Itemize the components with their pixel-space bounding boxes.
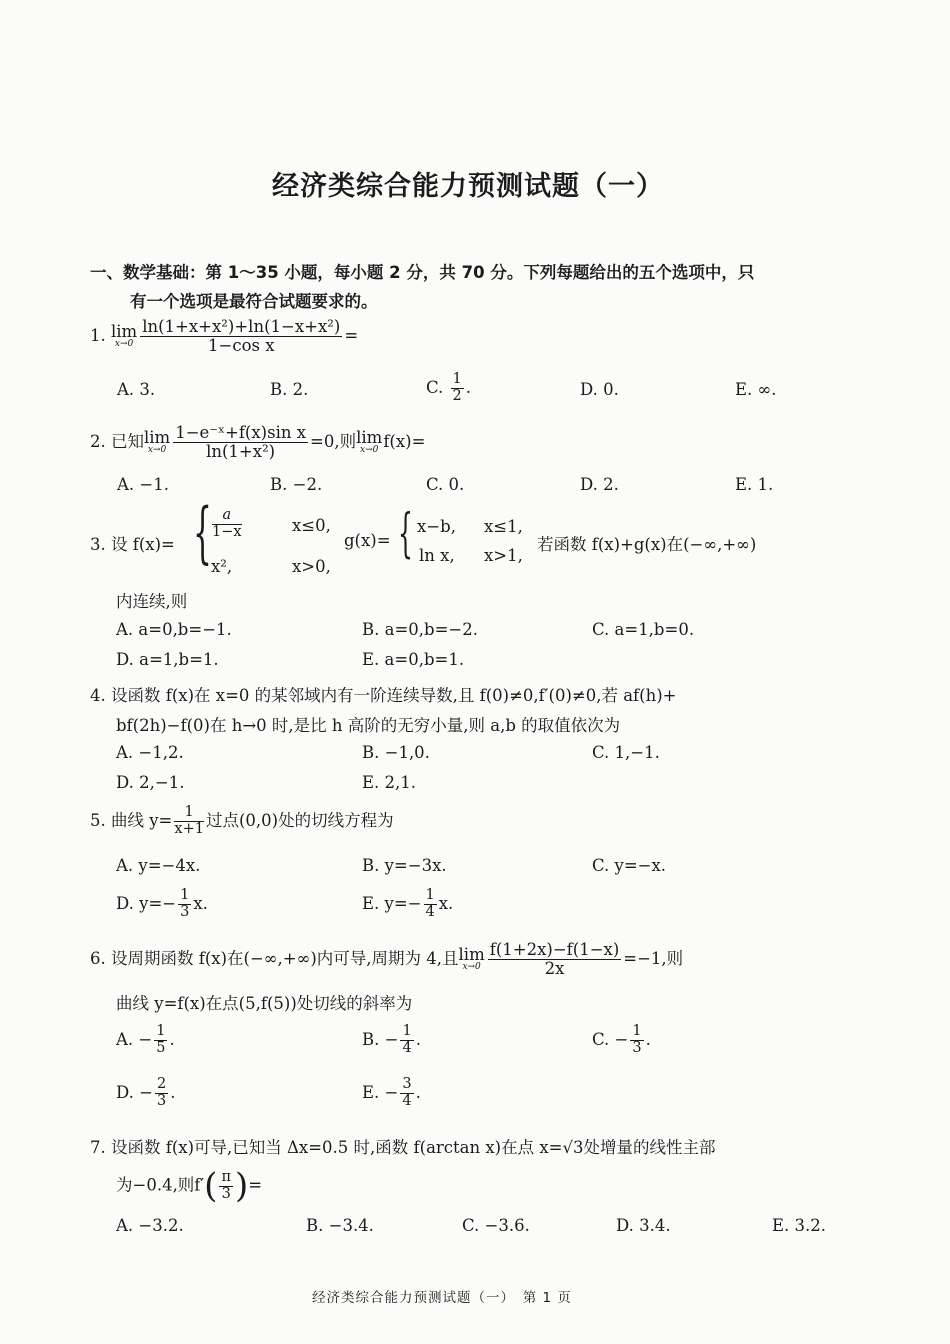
q3-option-b: B. a=0,b=−2.	[362, 620, 478, 639]
question-4-line2: bf(2h)−f(0)在 h→0 时,是比 h 高阶的无穷小量,则 a,b 的取值依次为	[116, 716, 621, 735]
f-piece-2: x²,	[211, 557, 233, 576]
q6-option-b: B. − $\frac{1}{4}$ .	[362, 1023, 421, 1056]
q1-option-c: C. $\frac{1}{2}$ .	[426, 371, 472, 404]
g-piece-1: x−b,	[417, 517, 456, 536]
q2-option-c: C. 0.	[426, 475, 465, 494]
question-7-line2: 为−0.4,则f′( $\frac{\pi}{3}$ )=	[116, 1166, 263, 1206]
q6-option-e: E. − $\frac{3}{4}$ .	[362, 1076, 421, 1109]
g-piece-1-cond: x≤1,	[484, 517, 523, 536]
f-piece-2-cond: x>0,	[292, 557, 331, 576]
q1-option-a: A. 3.	[117, 380, 156, 399]
g-brace: {	[398, 504, 413, 564]
question-7-line1: 7. 设函数 f(x)可导,已知当 Δx=0.5 时,函数 f(arctan x)在点 x=√3处增量的线性主部	[90, 1138, 716, 1157]
q3-option-d: D. a=1,b=1.	[116, 650, 219, 669]
page-footer: 经济类综合能力预测试题（一） 第 1 页	[312, 1290, 572, 1306]
q2-option-a: A. −1.	[117, 475, 169, 494]
question-5: 5. 曲线 y= $\frac{1}{x+1}$ 过点(0,0)处的切线方程为	[90, 804, 394, 837]
q4-option-b: B. −1,0.	[362, 743, 430, 762]
q5-option-e: E. y=− $\frac{1}{4}$ x.	[362, 887, 454, 920]
q4-option-a: A. −1,2.	[116, 743, 184, 762]
q1-option-d: D. 0.	[580, 380, 619, 399]
q6-option-c: C. − $\frac{1}{3}$ .	[592, 1023, 651, 1056]
g-head: g(x)=	[344, 531, 391, 550]
q5-option-b: B. y=−3x.	[362, 856, 447, 875]
q3-option-a: A. a=0,b=−1.	[116, 620, 232, 639]
q2-option-e: E. 1.	[735, 475, 774, 494]
f-piece-1-cond: x≤0,	[292, 516, 331, 535]
q3-option-e: E. a=0,b=1.	[362, 650, 465, 669]
question-3-line2: 内连续,则	[116, 592, 188, 611]
q6-option-d: D. − $\frac{2}{3}$ .	[116, 1076, 176, 1109]
question-2: 2. 已知 lim x→0 $\frac{\text{1−e⁻ˣ+f(x)sin x}}{\text{ln(1+x²)}}$ =0,则 lim x→0 f(x)=	[90, 423, 426, 462]
section-heading-line2: 有一个选项是最符合试题要求的。	[130, 292, 378, 311]
question-6-line2: 曲线 y=f(x)在点(5,f(5))处切线的斜率为	[116, 994, 413, 1013]
q7-option-b: B. −3.4.	[306, 1216, 374, 1235]
f-piece-1: $\frac{a}{1-x}$	[212, 507, 242, 540]
question-3-tail: 若函数 f(x)+g(x)在(−∞,+∞)	[537, 535, 757, 554]
q5-option-d: D. y=− $\frac{1}{3}$ x.	[116, 887, 208, 920]
question-1: 1. lim x→0 $\frac{\text{ln(1+x+x²)+ln(1−x+x²)}}{\text{1−cos x}}$ =	[90, 317, 359, 356]
q3-option-c: C. a=1,b=0.	[592, 620, 695, 639]
section-heading-line1: 一、数学基础：第 1～35 小题，每小题 2 分，共 70 分。下列每题给出的五个选项中，只	[90, 263, 755, 282]
q1-option-b: B. 2.	[270, 380, 309, 399]
q7-option-c: C. −3.6.	[462, 1216, 530, 1235]
q1-option-e: E. ∞.	[735, 380, 777, 399]
q7-option-d: D. 3.4.	[616, 1216, 671, 1235]
question-3-head: 3. 设 f(x)=	[90, 535, 175, 554]
q2-option-b: B. −2.	[270, 475, 323, 494]
g-piece-2-cond: x>1,	[484, 546, 523, 565]
question-6: 6. 设周期函数 f(x)在(−∞,+∞)内可导,周期为 4,且 lim x→0 $\frac{f(1+2x)-f(1-x)}{2x}$ =−1,则	[90, 940, 684, 979]
q4-option-c: C. 1,−1.	[592, 743, 660, 762]
q7-option-a: A. −3.2.	[116, 1216, 184, 1235]
g-piece-2: ln x,	[419, 546, 455, 565]
q7-option-e: E. 3.2.	[772, 1216, 827, 1235]
q5-option-a: A. y=−4x.	[116, 856, 201, 875]
q2-option-d: D. 2.	[580, 475, 619, 494]
f-brace: {	[193, 494, 212, 571]
q4-option-d: D. 2,−1.	[116, 773, 185, 792]
q5-option-c: C. y=−x.	[592, 856, 667, 875]
q6-option-a: A. − $\frac{1}{5}$ .	[116, 1023, 175, 1056]
page-title: 经济类综合能力预测试题（一）	[272, 171, 664, 202]
question-4-line1: 4. 设函数 f(x)在 x=0 的某邻域内有一阶连续导数,且 f(0)≠0,f′(0)≠0,若 af(h)+	[90, 686, 677, 705]
q4-option-e: E. 2,1.	[362, 773, 417, 792]
